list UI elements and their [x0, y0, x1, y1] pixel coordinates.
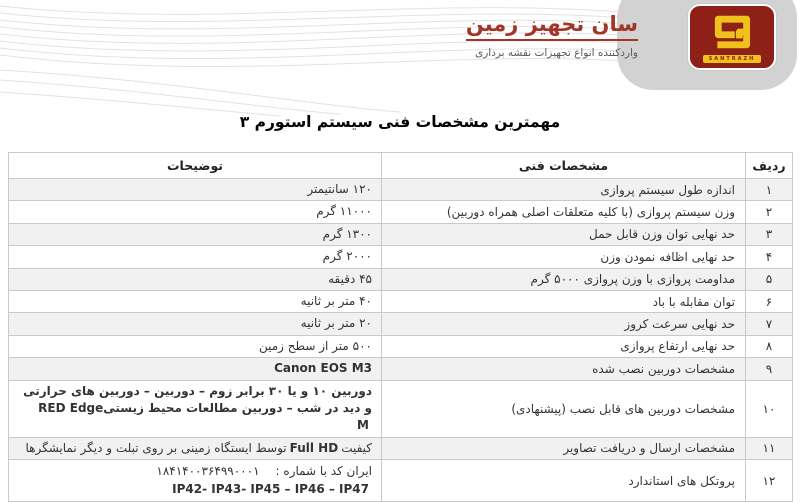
- spec-cell: حد نهایی سرعت کروز: [382, 313, 746, 335]
- table-row: [9, 290, 793, 312]
- table-row: [9, 223, 793, 245]
- desc-text: کیفیت: [341, 440, 372, 455]
- desc-text: توسط ایستگاه زمینی بر روی تبلت و دیگر نمایشگرها: [25, 440, 287, 455]
- company-name: سان تجهیز زمین: [465, 12, 638, 36]
- row-number-cell: ۴: [746, 246, 793, 268]
- desc-latin-text: RED Edge M: [38, 400, 369, 433]
- col-header-spec: مشخصات فنی: [382, 153, 746, 179]
- desc-cell: ۴۵ دقیقه: [9, 268, 382, 290]
- spec-cell: حد نهایی اظافه نمودن وزن: [382, 246, 746, 268]
- logo-wordmark: SANTRAZH: [703, 55, 761, 63]
- spec-cell: حد نهایی ارتفاع پروازی: [382, 335, 746, 357]
- desc-cell: ۱۱۰۰۰ گرم: [9, 201, 382, 223]
- table-row: [9, 179, 793, 201]
- spec-cell: مشخصات ارسال و دریافت تصاویر: [382, 437, 746, 459]
- irancode-line: [18, 463, 372, 480]
- col-header-row-number: ردیف: [746, 153, 793, 179]
- desc-cell: ۱۳۰۰ گرم: [9, 223, 382, 245]
- desc-cell: ۵۰۰ متر از سطح زمین: [9, 335, 382, 357]
- table-row: [9, 460, 793, 502]
- logo-glyph-icon: [703, 11, 761, 53]
- col-header-desc: توضیحات: [9, 153, 382, 179]
- irancode-number: ۱۸۴۱۴۰۰۳۶۴۹۹۰۰۰۱: [156, 464, 260, 479]
- irancode-label: ایران کد با شماره :: [275, 464, 372, 479]
- table-row: [9, 335, 793, 357]
- spec-table: [8, 152, 793, 502]
- company-logo: [688, 4, 776, 70]
- desc-cell: ۱۲۰ سانتیمتر: [9, 179, 382, 201]
- company-name-underline: [466, 39, 638, 41]
- row-number-cell: ۱: [746, 179, 793, 201]
- row-number-cell: ۸: [746, 335, 793, 357]
- desc-text: دوربین ۱۰ و یا ۳۰ برابر زوم – دوربین – دوربین های حرارتی و دید در شب – دوربین مطالعات محیط زیستی: [23, 383, 372, 415]
- desc-cell: [9, 380, 382, 437]
- table-row: [9, 380, 793, 437]
- spec-cell: مشخصات دوربین نصب شده: [382, 358, 746, 380]
- row-number-cell: ۱۲: [746, 460, 793, 502]
- desc-cell: [9, 437, 382, 459]
- desc-cell: Canon EOS M3: [9, 358, 382, 380]
- row-number-cell: ۱۰: [746, 380, 793, 437]
- spec-cell: پروتکل های استاندارد: [382, 460, 746, 502]
- desc-cell: ۲۰ متر بر ثانیه: [9, 313, 382, 335]
- table-row: [9, 268, 793, 290]
- spec-cell: توان مقابله با باد: [382, 290, 746, 312]
- desc-cell: [9, 460, 382, 502]
- spec-cell: وزن سیستم پروازی (با کلیه متعلقات اصلی همراه دوربین): [382, 201, 746, 223]
- spec-cell: اندازه طول سیستم پروازی: [382, 179, 746, 201]
- company-subtitle: واردکننده انواع تجهیزات نقشه برداری: [474, 47, 638, 59]
- spec-cell: حد نهایی توان وزن قابل حمل: [382, 223, 746, 245]
- ip-ratings-line: IP42- IP43- IP45 – IP46 – IP47: [172, 481, 369, 496]
- header-banner: [0, 0, 800, 110]
- table-row: [9, 246, 793, 268]
- row-number-cell: ۶: [746, 290, 793, 312]
- desc-latin-text: Full HD: [289, 440, 339, 455]
- desc-cell: ۲۰۰۰ گرم: [9, 246, 382, 268]
- spec-cell: مداومت پروازی با وزن پروازی ۵۰۰۰ گرم: [382, 268, 746, 290]
- row-number-cell: ۳: [746, 223, 793, 245]
- table-header-row: [9, 153, 793, 179]
- row-number-cell: ۷: [746, 313, 793, 335]
- brand-block: [466, 12, 638, 59]
- row-number-cell: ۲: [746, 201, 793, 223]
- table-row: [9, 201, 793, 223]
- desc-cell: ۴۰ متر بر ثانیه: [9, 290, 382, 312]
- row-number-cell: ۵: [746, 268, 793, 290]
- page-title: مهمترین مشخصات فنی سیستم استورم ۳: [239, 113, 561, 131]
- spec-cell: مشخصات دوربین های قابل نصب (پیشنهادی): [382, 380, 746, 437]
- row-number-cell: ۹: [746, 358, 793, 380]
- row-number-cell: ۱۱: [746, 437, 793, 459]
- table-row: [9, 313, 793, 335]
- table-row: [9, 437, 793, 459]
- table-row: [9, 358, 793, 380]
